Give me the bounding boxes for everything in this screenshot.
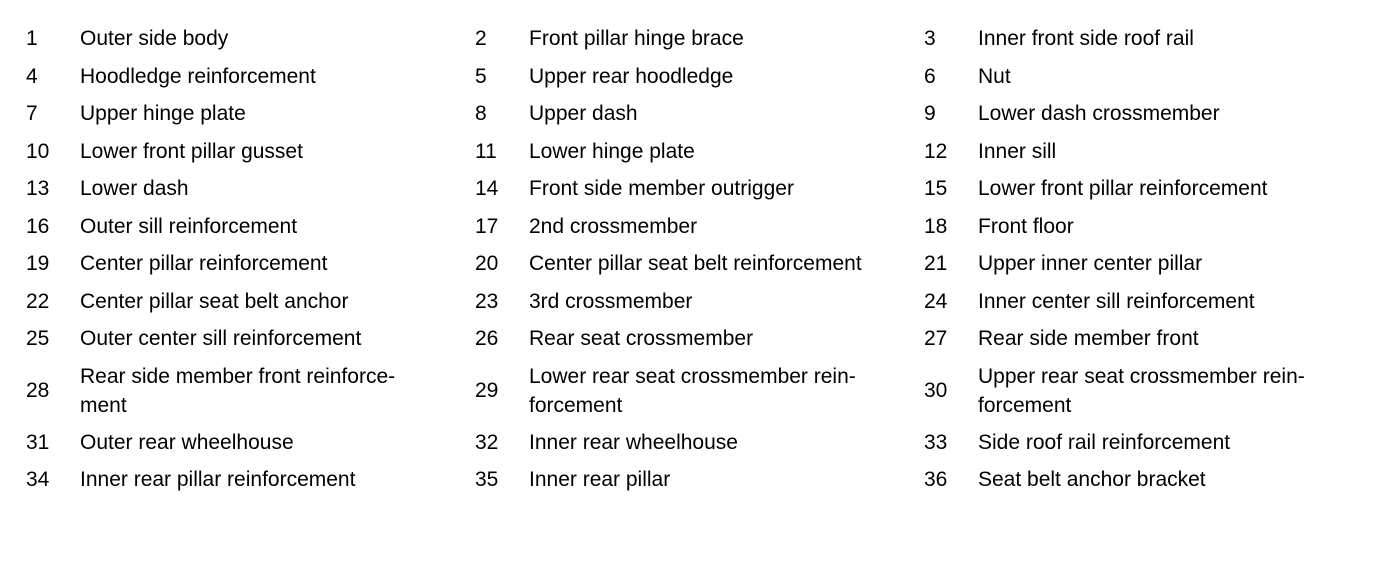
legend-item <box>26 358 475 424</box>
legend-item-number: 34 <box>26 468 50 492</box>
legend-item-number: 2 <box>475 27 487 51</box>
legend-item-label: Seat belt anchor bracket <box>978 468 1206 492</box>
legend-item-number: 11 <box>475 139 497 163</box>
legend-item-number: 8 <box>475 102 487 126</box>
legend-item <box>475 358 924 424</box>
parts-legend <box>26 20 1366 499</box>
legend-item-number: 22 <box>26 289 50 313</box>
legend-item <box>26 320 475 358</box>
legend-item <box>924 320 1366 358</box>
legend-item-label: Lower front pillar gusset <box>80 139 303 163</box>
legend-item <box>924 58 1366 96</box>
legend-item <box>475 461 924 499</box>
legend-item-label: Lower dash crossmember <box>978 102 1220 126</box>
legend-item-label: Center pillar reinforcement <box>80 252 328 276</box>
legend-item <box>475 170 924 208</box>
legend-item-number: 19 <box>26 252 50 276</box>
legend-item-label: Lower rear seat crossmember rein- forcement <box>529 364 856 417</box>
legend-item-number: 23 <box>475 289 499 313</box>
legend-item <box>26 20 475 58</box>
legend-item <box>26 133 475 171</box>
legend-item-label: Outer center sill reinforcement <box>80 327 362 351</box>
legend-item-number: 13 <box>26 177 50 201</box>
legend-item-number: 14 <box>475 177 499 201</box>
legend-item-number: 29 <box>475 379 499 402</box>
legend-item <box>924 20 1366 58</box>
legend-item-number: 30 <box>924 379 948 402</box>
legend-item-number: 27 <box>924 327 948 351</box>
legend-item <box>475 245 924 283</box>
legend-item-label: Upper rear seat crossmember rein- forcement <box>978 364 1305 417</box>
legend-item-number: 24 <box>924 289 948 313</box>
legend-item-number: 28 <box>26 379 50 402</box>
legend-item-label: Center pillar seat belt reinforcement <box>529 252 862 276</box>
legend-item-label: Inner rear pillar <box>529 468 671 492</box>
legend-item-label: Front floor <box>978 214 1074 238</box>
legend-item <box>924 283 1366 321</box>
legend-item <box>475 95 924 133</box>
legend-item <box>26 245 475 283</box>
legend-item-label: Lower hinge plate <box>529 139 695 163</box>
legend-item-label: Side roof rail reinforcement <box>978 430 1231 454</box>
legend-item-number: 7 <box>26 102 38 126</box>
legend-item-number: 33 <box>924 430 948 454</box>
legend-item-label: Inner sill <box>978 139 1057 163</box>
legend-item-number: 1 <box>26 27 38 51</box>
legend-item-label: Upper hinge plate <box>80 102 246 126</box>
legend-item-label: Outer sill reinforcement <box>80 214 298 238</box>
legend-item-label: Outer side body <box>80 27 229 51</box>
legend-item-number: 25 <box>26 327 50 351</box>
legend-item-label: Lower front pillar reinforcement <box>978 177 1268 201</box>
legend-item-label: Front side member outrigger <box>529 177 794 201</box>
legend-item-label: Nut <box>978 64 1011 88</box>
legend-item-label: Hoodledge reinforcement <box>80 64 316 88</box>
legend-item <box>924 245 1366 283</box>
legend-item-number: 3 <box>924 27 936 51</box>
legend-item-number: 9 <box>924 102 936 126</box>
legend-item <box>924 170 1366 208</box>
legend-item <box>475 208 924 246</box>
legend-item-label: Inner front side roof rail <box>978 27 1194 51</box>
legend-item-number: 35 <box>475 468 499 492</box>
legend-item <box>475 20 924 58</box>
legend-item-number: 21 <box>924 252 948 276</box>
legend-item-number: 26 <box>475 327 499 351</box>
legend-item-label: Rear side member front reinforce- ment <box>80 364 396 417</box>
legend-item <box>26 58 475 96</box>
legend-item-number: 32 <box>475 430 499 454</box>
legend-item <box>924 95 1366 133</box>
legend-item-number: 20 <box>475 252 499 276</box>
legend-item <box>475 283 924 321</box>
legend-item-label: Center pillar seat belt anchor <box>80 289 349 313</box>
legend-item <box>475 133 924 171</box>
legend-item-label: Upper rear hoodledge <box>529 64 734 88</box>
legend-item-number: 15 <box>924 177 948 201</box>
legend-item <box>924 133 1366 171</box>
legend-item-number: 12 <box>924 139 948 163</box>
legend-item-number: 36 <box>924 468 948 492</box>
legend-item-number: 4 <box>26 64 38 88</box>
legend-item-label: 3rd crossmember <box>529 289 693 313</box>
legend-item-label: Upper inner center pillar <box>978 252 1203 276</box>
legend-item <box>475 424 924 462</box>
legend-item-number: 16 <box>26 214 50 238</box>
legend-item-label: Inner rear wheelhouse <box>529 430 738 454</box>
legend-item-label: Inner center sill reinforcement <box>978 289 1255 313</box>
legend-item <box>924 424 1366 462</box>
legend-item <box>26 424 475 462</box>
legend-item-number: 10 <box>26 139 50 163</box>
legend-item-number: 31 <box>26 430 50 454</box>
legend-item <box>924 461 1366 499</box>
legend-item <box>475 58 924 96</box>
legend-item-number: 6 <box>924 64 936 88</box>
legend-item <box>26 208 475 246</box>
legend-item-label: Front pillar hinge brace <box>529 27 744 51</box>
legend-item <box>26 283 475 321</box>
legend-item-label: Rear side member front <box>978 327 1199 351</box>
legend-item-label: Inner rear pillar reinforcement <box>80 468 356 492</box>
legend-item <box>26 95 475 133</box>
legend-item-label: Rear seat crossmember <box>529 327 754 351</box>
legend-item-label: Lower dash <box>80 177 189 201</box>
legend-item <box>924 358 1366 424</box>
legend-item <box>475 320 924 358</box>
legend-item <box>26 461 475 499</box>
legend-item <box>26 170 475 208</box>
legend-item-number: 17 <box>475 214 499 238</box>
legend-item-label: Outer rear wheelhouse <box>80 430 294 454</box>
legend-item-label: 2nd crossmember <box>529 214 698 238</box>
legend-item-number: 18 <box>924 214 948 238</box>
legend-item-number: 5 <box>475 64 487 88</box>
legend-item <box>924 208 1366 246</box>
legend-item-label: Upper dash <box>529 102 638 126</box>
